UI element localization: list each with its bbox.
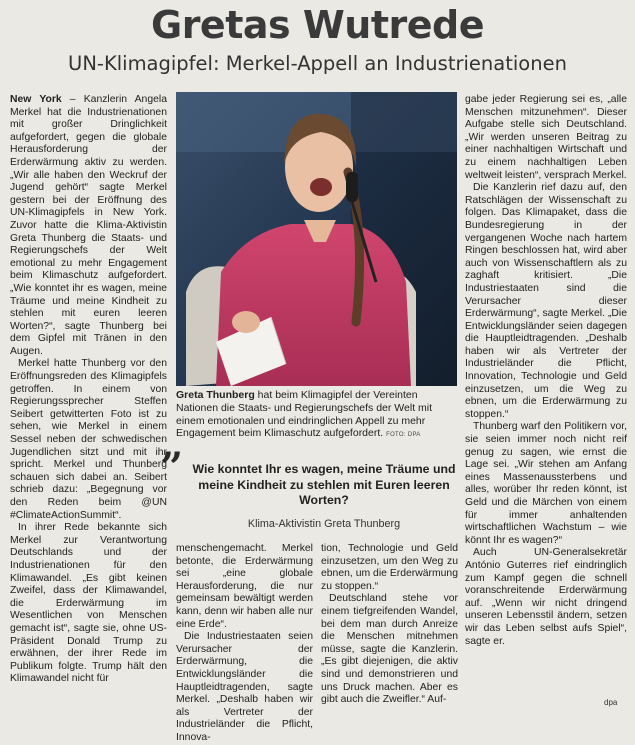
paragraph: Merkel hatte Thunberg vor den Eröffnungsreden des Klimagipfels getroffen. In einem von Regierungssprecher Steffen Seibert getwitterten Foto ist zu sehen, wie Merkel in einem Sessel neben der schwedischen Jugendlichen sitzt und mit ihr spricht. Merkel und Thunberg schauen sich dabei an. Seibert schrieb dazu: „Begegnung vor den Reden beim @UN #ClimateActionSummit“. xyxy=(10,358,167,521)
lead-paragraph: New York – Kanzlerin Angela Merkel hat die Industrienationen mit großer Dringlichkeit aufgefordert, gegen die globale Herausforderung der Erderwärmung aktiv zu werden. „Wir alle haben den Weckruf der Jugend gehört“ sagte Merkel gestern bei der Eröffnung des UN-Klimagipfels in New York. Zuvor hatte die Klima-Aktivistin Greta Thunberg die Staats- und Regierungschefs der Welt emotional zu mehr Engagement beim Klimaschutz aufgefordert. „Wie konntet ihr es wagen, meine Träume und meine Kindheit zu stehlen mit euren leeren Worten?“, sagte Thunberg bei dem Gipfel mit Tränen in den Augen. xyxy=(10,94,167,357)
paragraph: menschengemacht. Merkel betonte, die Erderwärmung sei „eine globale Herausforderung, die nur gemeinsam bewältigt werden kann, denn wir haben alle nur eine Erde“. xyxy=(176,543,313,630)
pull-quote: Wie konntet Ihr es wagen, meine Träume und meine Kindheit zu stehlen mit Euren leeren Worten? xyxy=(192,462,456,507)
photo-illustration xyxy=(176,92,457,386)
article-column-4 xyxy=(465,94,627,714)
greta-thunberg-photo xyxy=(176,92,457,386)
subheadline: UN-Klimagipfel: Merkel-Appell an Industrienationen xyxy=(68,52,567,75)
paragraph: Thunberg warf den Politikern vor, sie seien immer noch nicht reif genug zu sagen, wie ernst die Lage sei. „Wir stehen am Anfang eines Massenaussterbens und alles, worüber Ihr reden könnt, ist Geld und die Märchen von einem für immer anhaltenden wirtschaftlichen Wachstum – wie könnt Ihr es wagen?“ xyxy=(465,421,627,546)
paragraph: In ihrer Rede bekannte sich Merkel zur Verantwortung Deutschlands und der Industrienationen für den Klimawandel. „Es gibt keinen Zweifel, dass der Klimawandel, die Erderwärmung im Wesentlichen von Menschen gemacht ist“, sagte sie, ohne US-Präsident Donald Trump zu erwähnen, der ihrer Rede im Publikum folgte. Trump hält den Klimawandel nicht für xyxy=(10,522,167,685)
photo-credit: FOTO: DPA xyxy=(386,432,421,439)
article-column-3 xyxy=(321,543,458,713)
dateline: New York xyxy=(10,94,62,105)
paragraph: Die Kanzlerin rief dazu auf, den Ratschlägen der Wissenschaft zu folgen. Das Klimapaket, dass die Bundesregierung in der vergangenen Woche nach hartem Ringen beschlossen hat, wird aber auch von Wissenschaftlern als zu zaghaft kritisiert. „Die Industriestaaten sind die Verursacher dieser Erderwärmung“, sagte Merkel. „Die Entwicklungsländer seien dagegen die Hauptleidtragenden. „Deshalb haben wir als Vertreter der Industrieländer die Pflicht, Innovation, Technologie und Geld einzusetzen, um die Weg zu ebnen, um die Erderwärmung zu stoppen.“ xyxy=(465,182,627,420)
article-column-2 xyxy=(176,543,313,743)
agency-tag: dpa xyxy=(604,698,618,707)
caption-name: Greta Thunberg xyxy=(176,389,255,401)
paragraph: Auch UN-Generalsekretär António Guterres rief eindringlich zum Kampf gegen die schnell voranschreitende Erderwärmung auf. „Wenn wir nicht dringend unseren Lebensstil ändern, setzen wir das Leben selbst aufs Spiel“, sagte er. xyxy=(465,547,627,647)
paragraph: tion, Technologie und Geld einzusetzen, um den Weg zu ebnen, um die Erderwärmung zu stoppen.“ xyxy=(321,543,458,592)
photo-caption xyxy=(176,389,457,442)
paragraph: gabe jeder Regierung sei es, „alle Menschen mitzunehmen“. Dieser Aufgabe stelle sich Deutschland. „Wir werden unseren Beitrag zu einer nachhaltigen Wirtschaft und zu einem nachhaltigen Leben weltweit leisten“, versprach Merkel. xyxy=(465,94,627,181)
pull-quote-author: Klima-Aktivistin Greta Thunberg xyxy=(247,518,401,530)
quote-mark-icon: ” xyxy=(160,444,184,491)
paragraph: Die Industriestaaten seien Verursacher der Erderwärmung, die Entwicklungsländer die Hauptleidtragenden, sagte Merkel. „Deshalb haben wir als Vertreter der Industrieländer die Pflicht, Innova- xyxy=(176,631,313,743)
caption-text: hat beim Klimagipfel der Vereinten Nationen die Staats- und Regierungschefs der Welt mit einem emotionalen und eindringlichen Appell zu mehr Engagement beim Klimaschutz aufgefordert. xyxy=(176,389,433,440)
article-column-1 xyxy=(10,94,167,714)
headline: Gretas Wutrede xyxy=(151,3,484,47)
paragraph: Deutschland stehe vor einem tiefgreifenden Wandel, bei dem man durch Anreize die Menschen mitnehmen müsse, sagte die Kanzlerin. „Es gibt diejenigen, die aktiv sind und demonstrieren und uns Druck machen. Aber es gibt auch die Zweifler.“ Auf- xyxy=(321,593,458,706)
